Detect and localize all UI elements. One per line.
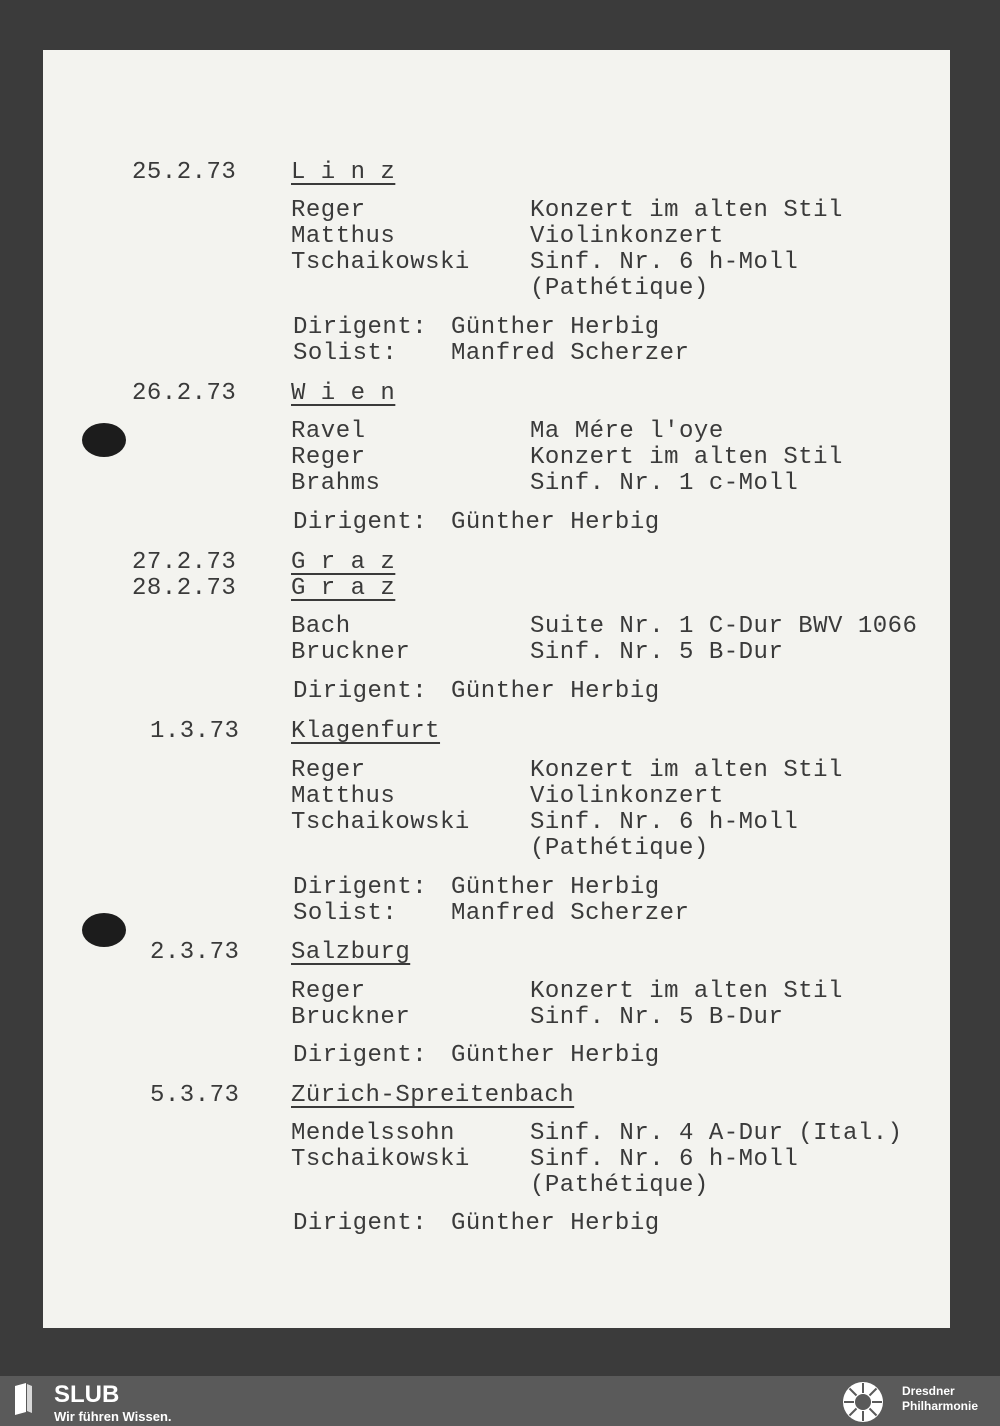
concert-city: G r a z: [291, 549, 396, 576]
concert-date: 1.3.73: [150, 718, 240, 745]
concert-city: Salzburg: [291, 939, 411, 966]
punch-hole: [82, 423, 126, 457]
concert-city: Klagenfurt: [291, 718, 441, 745]
punch-hole: [82, 913, 126, 947]
credit-name: Günther Herbig: [451, 1210, 660, 1237]
composer: Mendelssohn: [291, 1120, 455, 1147]
credit-role: Dirigent:: [293, 678, 428, 705]
work: (Pathétique): [530, 1172, 709, 1199]
concert-city: W i e n: [291, 380, 396, 407]
credit-name: Günther Herbig: [451, 509, 660, 536]
work: Violinkonzert: [530, 783, 724, 810]
concert-city: G r a z: [291, 575, 396, 602]
work: Konzert im alten Stil: [530, 978, 843, 1005]
credit-name: Günther Herbig: [451, 874, 660, 901]
composer: Ravel: [291, 418, 366, 445]
concert-date: 26.2.73: [132, 380, 237, 407]
work: Ma Mére l'oye: [530, 418, 724, 445]
work: Konzert im alten Stil: [530, 197, 843, 224]
work: Suite Nr. 1 C-Dur BWV 1066: [530, 613, 918, 640]
credit-role: Dirigent:: [293, 314, 428, 341]
composer: Reger: [291, 757, 366, 784]
work: Konzert im alten Stil: [530, 757, 843, 784]
work: (Pathétique): [530, 275, 709, 302]
library-name: SLUB: [54, 1381, 120, 1408]
work: Sinf. Nr. 5 B-Dur: [530, 639, 784, 666]
concert-date: 2.3.73: [150, 939, 240, 966]
credit-name: Manfred Scherzer: [451, 900, 690, 927]
footer-bar: [0, 1376, 1000, 1426]
library-tagline: Wir führen Wissen.: [54, 1409, 172, 1424]
credit-role: Solist:: [293, 900, 398, 927]
work: Sinf. Nr. 4 A-Dur (Ital.): [530, 1120, 903, 1147]
concert-date: 27.2.73: [132, 549, 237, 576]
credit-name: Günther Herbig: [451, 678, 660, 705]
credit-name: Günther Herbig: [451, 1042, 660, 1069]
partner-name-line2: Philharmonie: [902, 1399, 979, 1413]
work: Sinf. Nr. 1 c-Moll: [530, 470, 799, 497]
book-icon: [12, 1382, 34, 1416]
concert-city: L i n z: [291, 159, 396, 186]
composer: Tschaikowski: [291, 809, 470, 836]
credit-role: Dirigent:: [293, 874, 428, 901]
concert-date: 5.3.73: [150, 1082, 240, 1109]
sunburst-logo-icon: [842, 1381, 884, 1423]
composer: Tschaikowski: [291, 249, 470, 276]
composer: Reger: [291, 978, 366, 1005]
composer: Reger: [291, 197, 366, 224]
composer: Matthus: [291, 783, 396, 810]
work: Sinf. Nr. 6 h-Moll: [530, 249, 799, 276]
composer: Bach: [291, 613, 351, 640]
credit-name: Manfred Scherzer: [451, 340, 690, 367]
work: Sinf. Nr. 6 h-Moll: [530, 1146, 799, 1173]
composer: Bruckner: [291, 639, 411, 666]
credit-role: Dirigent:: [293, 509, 428, 536]
work: Konzert im alten Stil: [530, 444, 843, 471]
composer: Reger: [291, 444, 366, 471]
partner-name-line1: Dresdner: [902, 1384, 955, 1398]
composer: Matthus: [291, 223, 396, 250]
composer: Tschaikowski: [291, 1146, 470, 1173]
work: Sinf. Nr. 6 h-Moll: [530, 809, 799, 836]
work: Violinkonzert: [530, 223, 724, 250]
partner-name: [902, 1384, 978, 1414]
concert-city: Zürich-Spreitenbach: [291, 1082, 575, 1109]
composer: Brahms: [291, 470, 381, 497]
work: (Pathétique): [530, 835, 709, 862]
concert-date: 25.2.73: [132, 159, 237, 186]
composer: Bruckner: [291, 1004, 411, 1031]
work: Sinf. Nr. 5 B-Dur: [530, 1004, 784, 1031]
credit-name: Günther Herbig: [451, 314, 660, 341]
concert-date: 28.2.73: [132, 575, 237, 602]
credit-role: Solist:: [293, 340, 398, 367]
credit-role: Dirigent:: [293, 1210, 428, 1237]
credit-role: Dirigent:: [293, 1042, 428, 1069]
